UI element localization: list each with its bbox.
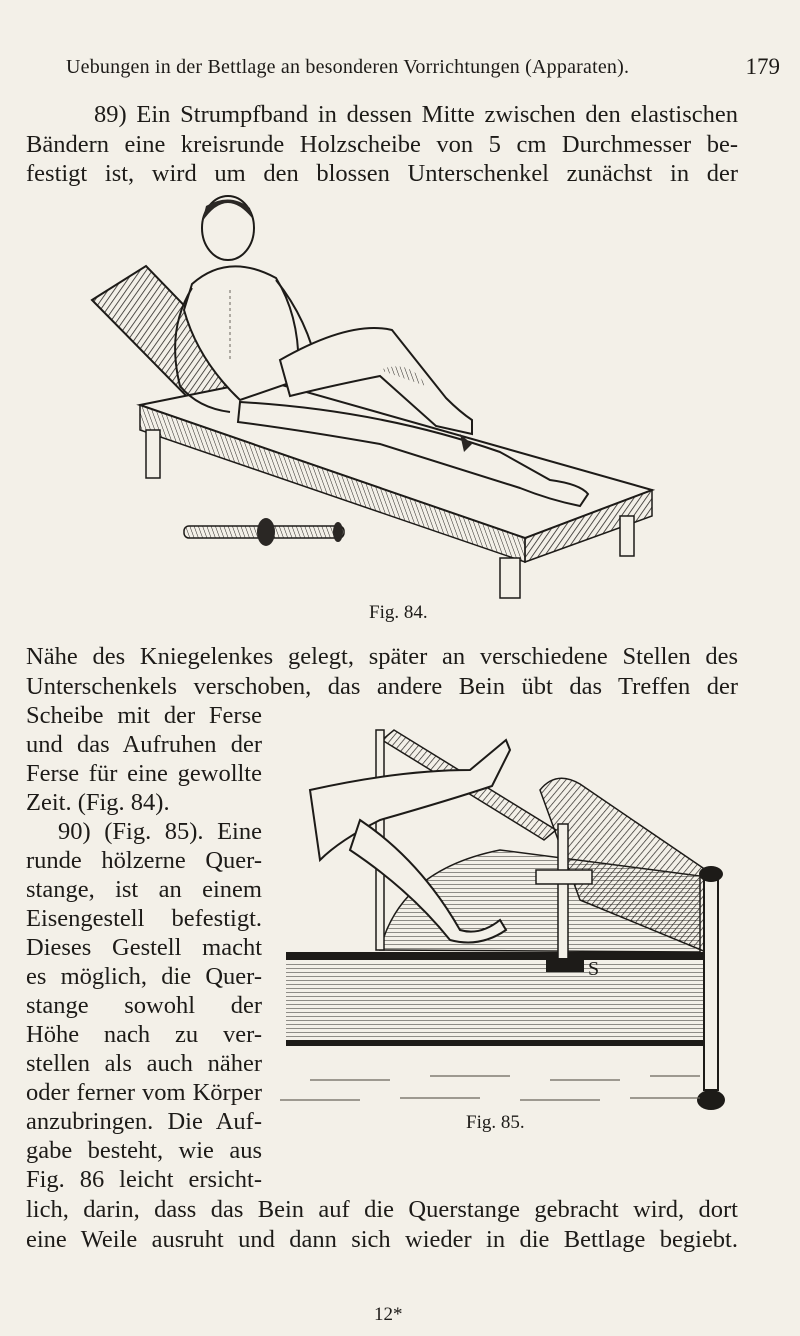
text-line: anzubringen. Die Auf- [26, 1108, 262, 1135]
text-line: Eisengestell befestigt. [26, 905, 262, 932]
text-line: Ferse für eine gewollte [26, 760, 262, 787]
text-line: 90) (Fig. 85). Eine [58, 818, 262, 845]
text-line: eine Weile ausruht und dann sich wieder in die Bettlage begiebt. [26, 1226, 738, 1253]
text-line: lich, darin, dass das Bein auf die Querstange gebracht wird, dort [26, 1196, 738, 1223]
text-line: Bändern eine kreisrunde Holzscheibe von 5 cm Durchmesser be- [26, 131, 738, 158]
text-line: gabe besteht, wie aus [26, 1137, 262, 1164]
figure-85-caption: Fig. 85. [466, 1112, 525, 1133]
text-line: 89) Ein Strumpfband in dessen Mitte zwischen den elastischen [94, 101, 738, 128]
text-line: Scheibe mit der Ferse [26, 702, 262, 729]
text-line: Nähe des Kniegelenkes gelegt, später an verschiedene Stellen des [26, 643, 738, 670]
signature-mark: 12* [374, 1304, 403, 1325]
page-number: 179 [745, 54, 780, 79]
text-line: stange, ist an einem [26, 876, 262, 903]
figure-84-illustration [80, 190, 680, 610]
text-line: Dieses Gestell macht [26, 934, 262, 961]
running-title: Uebungen in der Bettlage an besonderen Vorrichtungen (Apparaten). [66, 56, 630, 78]
text-line: Zeit. (Fig. 84). [26, 789, 170, 816]
running-header [66, 56, 780, 86]
text-line: Fig. 86 leicht ersicht- [26, 1166, 262, 1193]
text-line: es möglich, die Quer- [26, 963, 262, 990]
text-line: festigt ist, wird um den blossen Unterschenkel zunächst in der [26, 160, 738, 187]
figure-85-label: S [588, 958, 600, 980]
figure-85-illustration [280, 700, 740, 1150]
text-line: und das Aufruhen der [26, 731, 262, 758]
text-line: runde hölzerne Quer- [26, 847, 262, 874]
text-line: stellen als auch näher [26, 1050, 262, 1077]
text-line: Unterschenkels verschoben, das andere Bein übt das Treffen der [26, 673, 738, 700]
text-line: Höhe nach zu ver- [26, 1021, 262, 1048]
figure-84-caption: Fig. 84. [369, 602, 428, 623]
text-line: oder ferner vom Körper [26, 1079, 262, 1106]
text-line: stange sowohl der [26, 992, 262, 1019]
